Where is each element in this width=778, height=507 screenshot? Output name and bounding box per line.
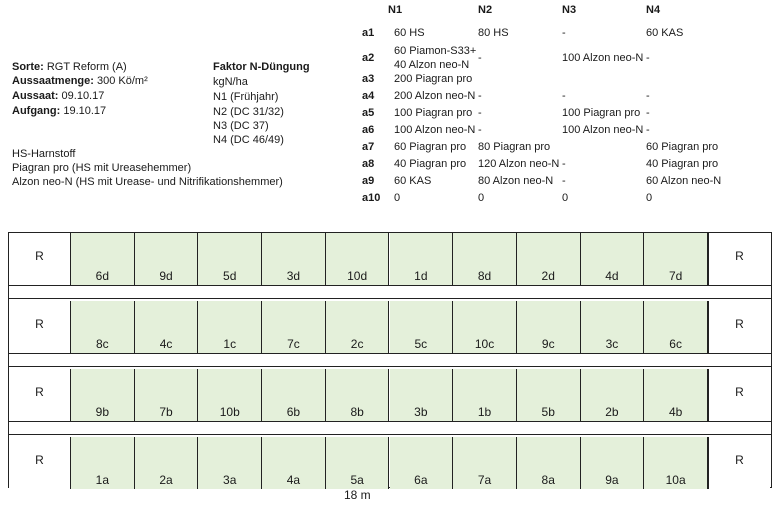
cell-a6-n2: - xyxy=(478,124,482,136)
cell-a9-n2: 80 Alzon neo-N xyxy=(478,175,554,187)
cell-a8-n2: 120 Alzon neo-N xyxy=(478,158,560,170)
plot-label: 3a xyxy=(223,473,237,487)
plot-8d xyxy=(453,233,517,285)
faktor-line: N2 (DC 31/32) xyxy=(213,106,284,118)
plot-label: 9c xyxy=(541,337,555,351)
plot-label: 2a xyxy=(159,473,173,487)
plot-10b xyxy=(198,369,262,421)
plot-label: 9d xyxy=(159,269,173,283)
cell-a10-n3: 0 xyxy=(562,192,569,204)
field-block-row xyxy=(9,301,771,353)
faktor-line: N3 (DC 37) xyxy=(213,120,269,132)
border-plot-left: R xyxy=(9,437,71,489)
plot-2b xyxy=(581,369,645,421)
plot-label: 4c xyxy=(159,337,173,351)
row-label-a9: a9 xyxy=(362,175,375,187)
plot-6a xyxy=(390,437,454,489)
plot-7a xyxy=(453,437,517,489)
plot-3d xyxy=(262,233,326,285)
cell-a9-n3: - xyxy=(562,175,566,187)
cell-a2-n3: 100 Alzon neo-N xyxy=(562,52,644,64)
cell-a1-n3: - xyxy=(562,27,566,39)
plot-label: 10d xyxy=(347,269,368,283)
aufgang-label: Aufgang: xyxy=(12,105,61,117)
row-label-a2: a2 xyxy=(362,52,375,64)
plot-label: 1a xyxy=(95,473,110,487)
plot-5c xyxy=(390,301,454,353)
aussaat-label: Aussaat: xyxy=(12,90,59,102)
plot-3a xyxy=(198,437,262,489)
plot-label: 1b xyxy=(477,405,492,419)
scale-label: 18 m xyxy=(344,488,371,502)
plot-9c xyxy=(517,301,581,353)
cell-a4-n4: - xyxy=(646,90,650,102)
plot-4a xyxy=(262,437,326,489)
plot-4c xyxy=(135,301,199,353)
faktor-line: N4 (DC 46/49) xyxy=(213,134,284,146)
plot-label: 9b xyxy=(95,405,110,419)
cell-a8-n1: 40 Piagran pro xyxy=(394,158,467,170)
border-plot-right: R xyxy=(708,369,770,421)
cell-a5-n3: 100 Piagran pro xyxy=(562,107,641,119)
plot-2d xyxy=(517,233,581,285)
plot-label: 5b xyxy=(541,405,555,419)
cell-a4-n3: - xyxy=(562,90,566,102)
plot-label: 8c xyxy=(96,337,109,351)
field-plan xyxy=(8,232,772,488)
legend-item: HS-Harnstoff xyxy=(12,148,76,160)
cell-a2-n1: 60 Piamon-S33+ 40 Alzon neo-N xyxy=(394,45,477,71)
plot-label: 7c xyxy=(287,337,300,351)
plot-label: 2c xyxy=(350,337,364,351)
plot-label: 10b xyxy=(219,405,240,419)
path-strip xyxy=(9,353,771,367)
row-label-a1: a1 xyxy=(362,27,375,39)
border-plot-right: R xyxy=(708,437,770,489)
row-label-a7: a7 xyxy=(362,141,375,153)
cell-a1-n4: 60 KAS xyxy=(646,27,684,39)
faktor-title: Faktor N-Düngung xyxy=(213,61,310,73)
plot-label: 10c xyxy=(474,337,495,351)
plot-label: 6a xyxy=(414,473,428,487)
plot-2a xyxy=(135,437,199,489)
cell-a9-n1: 60 KAS xyxy=(394,175,432,187)
cell-a10-n4: 0 xyxy=(646,192,653,204)
field-block-row xyxy=(9,369,771,421)
aussaatmenge-value: 300 Kö/m² xyxy=(96,75,148,87)
field-block-row xyxy=(9,233,771,285)
cell-a10-n1: 0 xyxy=(394,192,401,204)
border-plot-right: R xyxy=(708,301,770,353)
plot-label: 2b xyxy=(605,405,619,419)
plot-7d xyxy=(644,233,708,285)
plot-10d xyxy=(326,233,390,285)
plot-label: 1d xyxy=(414,269,428,283)
plot-6b xyxy=(262,369,326,421)
aussaatmenge-label: Aussaatmenge: xyxy=(12,75,94,87)
sorte-line xyxy=(12,60,127,74)
cell-a6-n4: - xyxy=(646,124,650,136)
plot-label: 4d xyxy=(605,269,619,283)
plot-label: 5d xyxy=(223,269,237,283)
plot-label: 8d xyxy=(477,269,492,283)
plot-label: 6d xyxy=(95,269,110,283)
cell-a8-n3: - xyxy=(562,158,566,170)
plot-2c xyxy=(326,301,390,353)
row-label-a3: a3 xyxy=(362,73,375,85)
plot-label: 6c xyxy=(669,337,682,351)
plot-label: 3b xyxy=(414,405,428,419)
plot-1c xyxy=(198,301,262,353)
aufgang-line xyxy=(12,104,106,118)
plot-label: 7b xyxy=(159,405,173,419)
border-plot-left: R xyxy=(9,301,71,353)
header-n3: N3 xyxy=(562,4,577,16)
field-block-row xyxy=(9,437,771,489)
plot-label: 10a xyxy=(665,473,686,487)
plot-9b xyxy=(71,369,135,421)
cell-a7-n4: 60 Piagran pro xyxy=(646,141,719,153)
cell-a5-n1: 100 Piagran pro xyxy=(394,107,473,119)
header-n4: N4 xyxy=(646,4,661,16)
plot-5b xyxy=(517,369,581,421)
cell-a5-n2: - xyxy=(478,107,482,119)
plot-label: 7d xyxy=(668,269,683,283)
plot-label: 7a xyxy=(477,473,492,487)
plot-7c xyxy=(262,301,326,353)
sorte-label: Sorte: xyxy=(12,61,44,73)
plot-10a xyxy=(644,437,708,489)
plot-1b xyxy=(453,369,517,421)
row-label-a10: a10 xyxy=(362,192,381,204)
aussaatmenge-line xyxy=(12,74,148,88)
plot-8c xyxy=(71,301,135,353)
cell-a5-n4: - xyxy=(646,107,650,119)
sorte-value: RGT Reform (A) xyxy=(46,61,127,73)
plot-label: 3d xyxy=(286,269,301,283)
plot-8a xyxy=(517,437,581,489)
border-plot-left: R xyxy=(9,233,71,285)
plot-label: 5a xyxy=(350,473,364,487)
aufgang-value: 19.10.17 xyxy=(63,105,107,117)
cell-a7-n2: 80 Piagran pro xyxy=(478,141,551,153)
cell-a10-n2: 0 xyxy=(478,192,485,204)
plot-label: 8b xyxy=(350,405,364,419)
cell-a7-n1: 60 Piagran pro xyxy=(394,141,467,153)
aussaat-line xyxy=(12,89,104,103)
plot-label: 2d xyxy=(541,269,555,283)
legend-item: Piagran pro (HS mit Ureasehemmer) xyxy=(12,162,192,174)
cell-a2-n2: - xyxy=(478,52,482,64)
border-plot-left: R xyxy=(9,369,71,421)
plot-3c xyxy=(581,301,645,353)
plot-5a xyxy=(326,437,390,489)
cell-a1-n2: 80 HS xyxy=(478,27,509,39)
plot-7b xyxy=(135,369,199,421)
faktor-line: N1 (Frühjahr) xyxy=(213,91,279,103)
plot-9a xyxy=(581,437,645,489)
path-strip xyxy=(9,285,771,299)
row-label-a6: a6 xyxy=(362,124,375,136)
border-plot-right: R xyxy=(708,233,770,285)
plot-3b xyxy=(390,369,454,421)
plot-label: 6b xyxy=(286,405,301,419)
plot-6c xyxy=(644,301,708,353)
plot-label: 1c xyxy=(223,337,237,351)
row-label-a5: a5 xyxy=(362,107,375,119)
cell-a2-n4: - xyxy=(646,52,650,64)
row-label-a8: a8 xyxy=(362,158,375,170)
plot-1d xyxy=(390,233,454,285)
plot-4b xyxy=(644,369,708,421)
legend-item: Alzon neo-N (HS mit Urease- und Nitrifikationshemmer) xyxy=(12,176,283,188)
cell-a8-n4: 40 Piagran pro xyxy=(646,158,719,170)
plot-9d xyxy=(135,233,199,285)
plot-label: 4b xyxy=(668,405,683,419)
plot-6d xyxy=(71,233,135,285)
plot-8b xyxy=(326,369,390,421)
cell-a4-n2: - xyxy=(478,90,482,102)
plot-label: 9a xyxy=(605,473,619,487)
path-strip xyxy=(9,421,771,435)
row-label-a4: a4 xyxy=(362,90,375,102)
plot-label: 4a xyxy=(286,473,301,487)
header-n1: N1 xyxy=(388,4,403,16)
cell-a6-n1: 100 Alzon neo-N xyxy=(394,124,476,136)
cell-a1-n1: 60 HS xyxy=(394,27,425,39)
plot-5d xyxy=(198,233,262,285)
faktor-line: kgN/ha xyxy=(213,76,248,88)
header-n2: N2 xyxy=(478,4,493,16)
plot-1a xyxy=(71,437,135,489)
plot-label: 3c xyxy=(605,337,619,351)
cell-a6-n3: 100 Alzon neo-N xyxy=(562,124,644,136)
aussaat-value: 09.10.17 xyxy=(61,90,105,102)
plot-label: 8a xyxy=(541,473,555,487)
plot-4d xyxy=(581,233,645,285)
cell-a9-n4: 60 Alzon neo-N xyxy=(646,175,722,187)
plot-10c xyxy=(453,301,517,353)
cell-a4-n1: 200 Alzon neo-N xyxy=(394,90,476,102)
cell-a3-n1: 200 Piagran pro xyxy=(394,73,473,85)
plot-label: 5c xyxy=(414,337,428,351)
